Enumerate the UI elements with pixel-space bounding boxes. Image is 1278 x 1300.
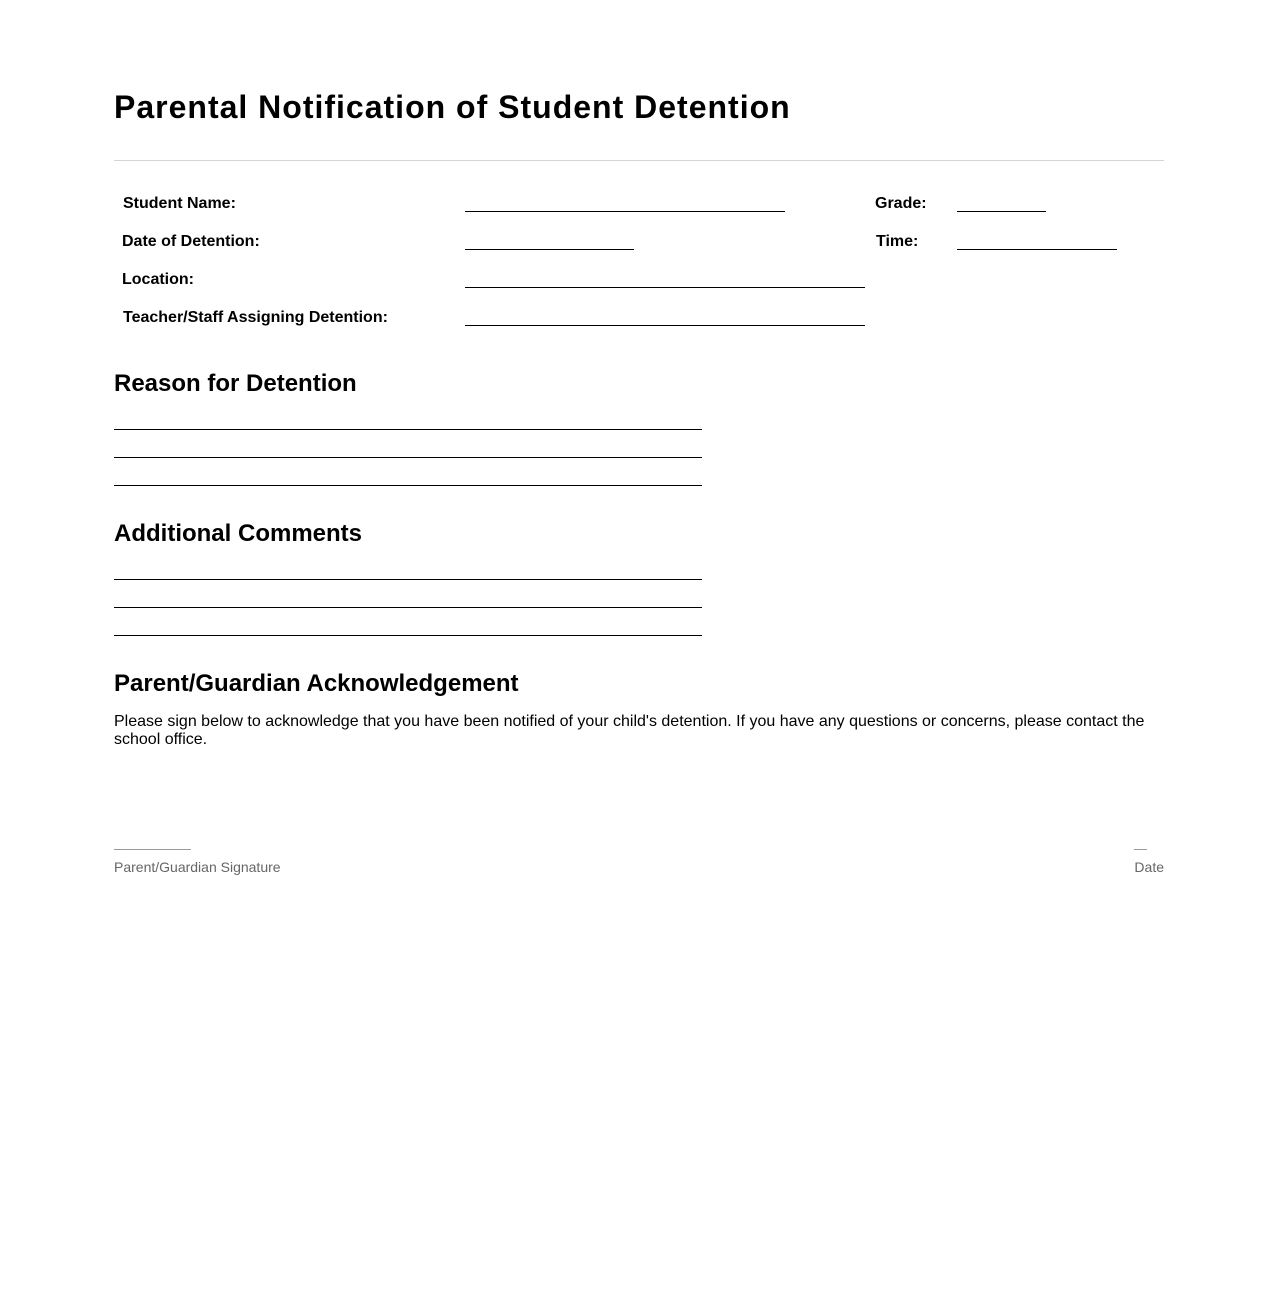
reason-line-2[interactable] xyxy=(114,457,702,458)
teacher-staff-label: Teacher/Staff Assigning Detention: xyxy=(123,309,388,326)
page-title: Parental Notification of Student Detention xyxy=(114,89,791,125)
comments-line-1[interactable] xyxy=(114,579,702,580)
date-of-detention-label: Date of Detention: xyxy=(122,233,260,250)
date-line[interactable] xyxy=(1134,849,1147,850)
location-field[interactable] xyxy=(465,287,865,288)
date-of-detention-field[interactable] xyxy=(465,249,634,250)
acknowledgement-text: Please sign below to acknowledge that you have been notified of your child's detention. If you have any questions or concerns, please contact the school office. xyxy=(114,713,1145,748)
time-field[interactable] xyxy=(957,249,1117,250)
location-label: Location: xyxy=(122,271,194,288)
comments-heading: Additional Comments xyxy=(114,520,363,547)
reason-line-1[interactable] xyxy=(114,429,702,430)
student-name-field[interactable] xyxy=(465,211,785,212)
reason-line-3[interactable] xyxy=(114,485,702,486)
grade-label: Grade: xyxy=(875,195,927,212)
comments-line-3[interactable] xyxy=(114,635,702,636)
student-name-label: Student Name: xyxy=(123,195,236,212)
date-label: Date xyxy=(1134,859,1164,875)
acknowledgement-heading: Parent/Guardian Acknowledgement xyxy=(114,670,519,697)
comments-line-2[interactable] xyxy=(114,607,702,608)
signature-line[interactable] xyxy=(114,849,191,850)
signature-label: Parent/Guardian Signature xyxy=(114,859,281,875)
time-label: Time: xyxy=(876,233,919,250)
teacher-staff-field[interactable] xyxy=(465,325,865,326)
header-divider xyxy=(114,160,1164,161)
grade-field[interactable] xyxy=(957,211,1046,212)
reason-heading: Reason for Detention xyxy=(114,370,357,397)
